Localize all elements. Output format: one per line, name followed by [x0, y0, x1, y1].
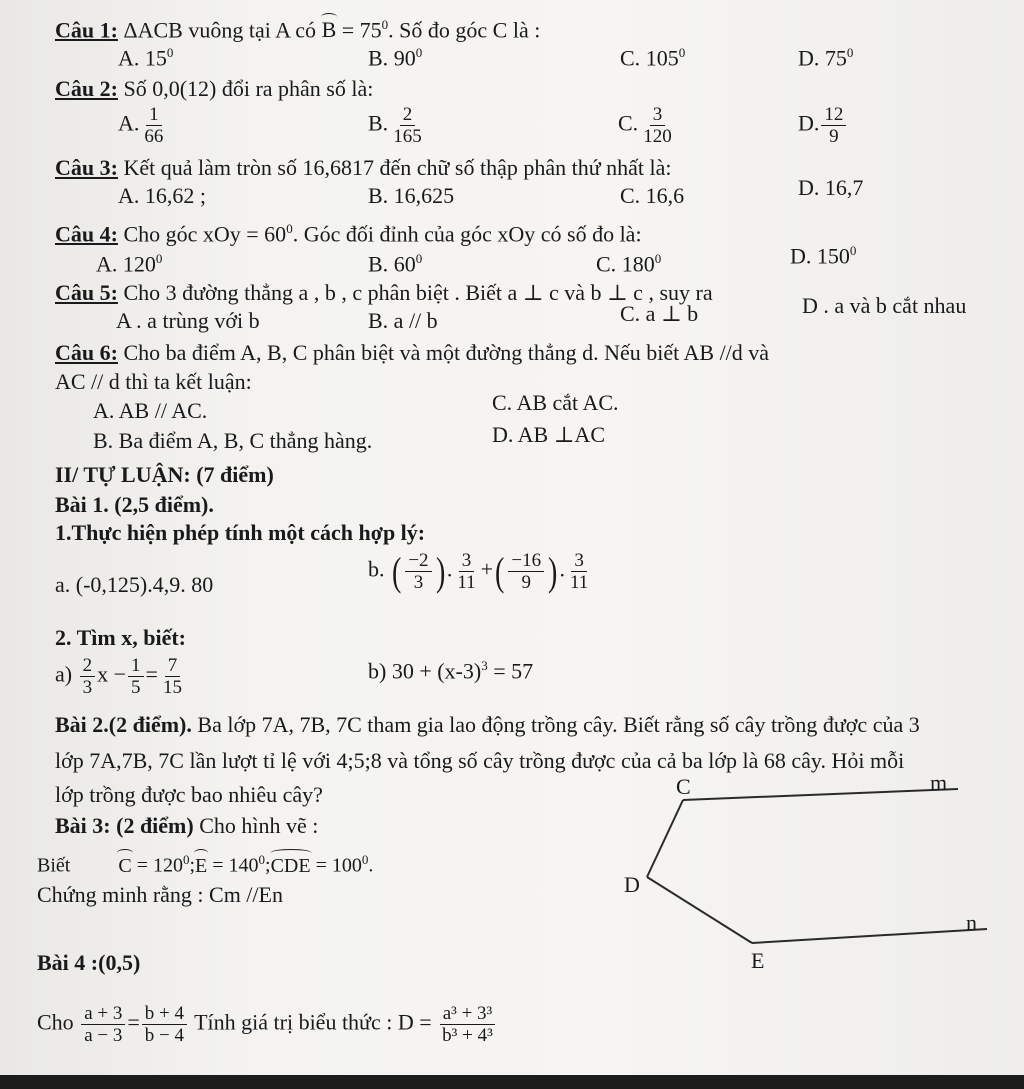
- q2-option-d: D. $\frac{12}{9}$: [798, 104, 848, 147]
- bai-3-given: Biết $C = 120^0;E$ = $140^0;CDE = 100^0$.: [37, 852, 374, 877]
- q4-option-d: D. $150^0$: [790, 243, 857, 269]
- bai-2-line-3: lớp trồng được bao nhiêu cây?: [55, 782, 323, 807]
- q3-option-d: D. 16,7: [798, 175, 864, 200]
- bai-1-part-b: b. ( $\frac{-2}{3}$ ). $\frac{3}{11}$ +( $\frac{-16}{9}$ ). $\frac{3}{11}$: [368, 548, 589, 594]
- q6-option-d: D. AB ⊥AC: [492, 422, 605, 447]
- q5-option-b: B. a // b: [368, 308, 438, 333]
- q3-option-a: A. 16,62 ;: [118, 183, 206, 208]
- q5-option-a: A . a trùng với b: [116, 308, 260, 333]
- bai-2-line-1: Bài 2.(2 điểm). Ba lớp 7A, 7B, 7C tham gia lao động trồng cây. Biết rằng số cây trồng được của 3: [55, 712, 920, 737]
- q2-option-a: A. $\frac{1}{66}$: [118, 104, 164, 147]
- question-1: Câu 1: ΔACB vuông tại A có $B = 75^0$. Số đo góc C là :: [55, 17, 541, 43]
- question-6: Câu 6: Cho ba điểm A, B, C phân biệt và một đường thẳng d. Nếu biết AB //d và: [55, 340, 770, 365]
- q3-option-b: B. 16,625: [368, 183, 455, 208]
- label-ray-m: m: [930, 770, 948, 795]
- q4-option-a: A. $120^0$: [96, 251, 163, 277]
- question-4: Câu 4: Cho góc xOy = $60^0$. Góc đối đỉnh của góc xOy có số đo là:: [55, 221, 642, 247]
- label-point-d: D: [624, 872, 640, 897]
- find-x-part-a: a) $\frac{2}{3}$ x − $\frac{1}{5}$ = $\frac{7}{15}$: [55, 655, 182, 698]
- q1-option-b: B. $90^0$: [368, 45, 423, 71]
- bai-1-section-1: 1.Thực hiện phép tính một cách hợp lý:: [55, 520, 426, 545]
- bai-3-prove: Chứng minh rằng : Cm //En: [37, 882, 283, 907]
- q1-option-c: C. $105^0$: [620, 45, 686, 71]
- q4-option-c: C. $180^0$: [596, 251, 662, 277]
- label-point-e: E: [751, 948, 765, 973]
- find-x-part-b: b) $30 + (x-3)^3 = 57$: [368, 658, 534, 684]
- bai-1-part-a: a. (-0,125).4,9. 80: [55, 572, 214, 597]
- question-5: Câu 5: Cho 3 đường thẳng a , b , c phân biệt . Biết a ⊥ c và b ⊥ c , suy ra: [55, 280, 713, 305]
- q1-option-a: A. $15^0$: [118, 45, 174, 71]
- q6-option-b: B. Ba điểm A, B, C thẳng hàng.: [93, 428, 373, 453]
- q4-option-b: B. $60^0$: [368, 251, 423, 277]
- ray-en: [752, 929, 987, 943]
- label-point-c: C: [676, 774, 691, 799]
- label-ray-n: n: [966, 910, 977, 935]
- question-3: Câu 3: Kết quả làm tròn số 16,6817 đến chữ số thập phân thứ nhất là:: [55, 155, 672, 180]
- q3-option-c: C. 16,6: [620, 183, 685, 208]
- segment-de: [647, 877, 752, 943]
- bai-1-section-2: 2. Tìm x, biết:: [55, 625, 186, 650]
- q6-option-a: A. AB // AC.: [93, 398, 208, 423]
- question-6-line2: AC // d thì ta kết luận:: [55, 369, 252, 394]
- question-2: Câu 2: Số 0,0(12) đổi ra phân số là:: [55, 76, 374, 101]
- ray-cm: [683, 789, 958, 800]
- part-2-heading: II/ TỰ LUẬN: (7 điểm): [55, 462, 274, 487]
- bai-4-title: Bài 4 :(0,5): [37, 950, 141, 975]
- bai-1-title: Bài 1. (2,5 điểm).: [55, 492, 214, 517]
- bai-3-title: Bài 3: (2 điểm) Cho hình vẽ :: [55, 813, 319, 838]
- bai-2-line-2: lớp 7A,7B, 7C lần lượt tỉ lệ với 4;5;8 và tổng số cây trồng được của cả ba lớp là 68 cây. Hỏi mỗi: [55, 748, 905, 773]
- segment-cd: [647, 800, 683, 877]
- q6-option-c: C. AB cắt AC.: [492, 390, 619, 415]
- q5-option-c: C. a ⊥ b: [620, 301, 699, 326]
- q5-option-d: D . a và b cắt nhau: [802, 293, 967, 318]
- q1-option-d: D. $75^0$: [798, 45, 854, 71]
- q2-option-b: B. $\frac{2}{165}$: [368, 104, 422, 147]
- q2-option-c: C. $\frac{3}{120}$: [618, 104, 672, 147]
- bai-4-problem: Cho $\frac{a + 3}{a - 3}$ = $\frac{b + 4}{b - 4}$ Tính giá trị biểu thức : D = $\frac{\text{a³ + 3³}}{\text{b³ + 4³}}$: [37, 1003, 498, 1046]
